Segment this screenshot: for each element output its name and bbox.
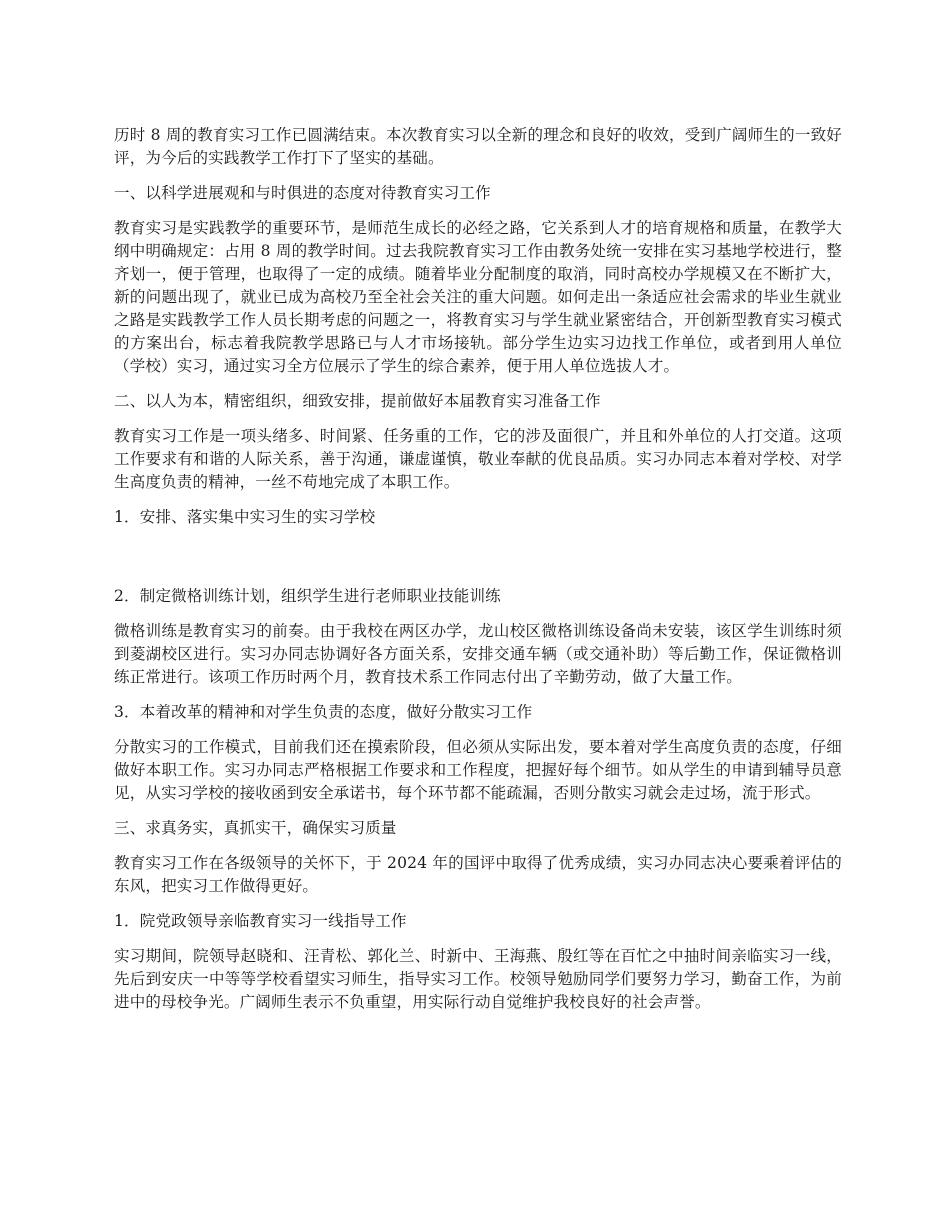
subheading-3-1: 1．院党政领导亲临教育实习一线指导工作 bbox=[114, 912, 407, 930]
subheading-2-1: 1．安排、落实集中实习生的实习学校 bbox=[114, 508, 376, 526]
section-heading-1: 一、以科学进展观和与时俱进的态度对待教育实习工作 bbox=[114, 184, 491, 202]
intro-paragraph: 历时 8 周的教育实习工作已圆满结束。本次教育实习以全新的理念和良好的收效，受到广阔师生的一致好评，为今后的实践教学工作打下了坚实的基础。 bbox=[114, 126, 842, 167]
section-3-paragraph: 教育实习工作在各级领导的关怀下，于 2024 年的国评中取得了优秀成绩，实习办同志决心要乘着评估的东风，把实习工作做得更好。 bbox=[114, 854, 842, 895]
section-1-paragraph: 教育实习是实践教学的重要环节，是师范生成长的必经之路，它关系到人才的培育规格和质量，在教学大纲中明确规定：占用 8 周的教学时间。过去我院教育实习工作由教务处统一安排在实习基地学校进行，整齐划一，便于管理，也取得了一定的成绩。随着毕业分配制度的取消，同时高校办学规模又在不断扩大，新的问题出现了，就业已成为高校乃至全社会关注的重大问题。如何走出一条适应社会需求的毕业生就业之路是实践教学工作人员长期考虑的问题之一，将教育实习与学生就业紧密结合，开创新型教育实习模式的方案出台，标志着我院教学思路已与人才市场接轨。部分学生边实习边找工作单位，或者到用人单位（学校）实习，通过实习全方位展示了学生的综合素养，便于用人单位选拔人才。 bbox=[114, 219, 842, 375]
section-heading-3: 三、求真务实，真抓实干，确保实习质量 bbox=[114, 819, 397, 837]
section-heading-2: 二、以人为本，精密组织，细致安排，提前做好本届教育实习准备工作 bbox=[114, 392, 601, 410]
blank-gap bbox=[114, 541, 842, 585]
subsection-2-2-paragraph: 微格训练是教育实习的前奏。由于我校在两区办学，龙山校区微格训练设备尚未安装，该区学生训练时须到菱湖校区进行。实习办同志协调好各方面关系，安排交通车辆（或交通补助）等后勤工作，保证微格训练正常进行。该项工作历时两个月，教育技术系工作同志付出了辛勤劳动，做了大量工作。 bbox=[114, 622, 842, 686]
subheading-2-2: 2．制定微格训练计划，组织学生进行老师职业技能训练 bbox=[114, 587, 501, 605]
document-body bbox=[114, 124, 842, 1026]
section-2-paragraph: 教育实习工作是一项头绪多、时间紧、任务重的工作，它的涉及面很广，并且和外单位的人打交道。这项工作要求有和谐的人际关系，善于沟通，谦虚谨慎，敬业奉献的优良品质。实习办同志本着对学校、对学生高度负责的精神，一丝不苟地完成了本职工作。 bbox=[114, 427, 842, 491]
subheading-2-3: 3．本着改革的精神和对学生负责的态度，做好分散实习工作 bbox=[114, 703, 533, 721]
subsection-2-3-paragraph: 分散实习的工作模式，目前我们还在摸索阶段，但必须从实际出发，要本着对学生高度负责的态度，仔细做好本职工作。实习办同志严格根据工作要求和工作程度，把握好每个细节。如从学生的申请到辅导员意见，从实习学校的接收函到安全承诺书，每个环节都不能疏漏，否则分散实习就会走过场，流于形式。 bbox=[114, 738, 842, 802]
subsection-3-1-paragraph: 实习期间，院领导赵晓和、汪青松、郭化兰、时新中、王海燕、殷红等在百忙之中抽时间亲临实习一线，先后到安庆一中等等学校看望实习师生，指导实习工作。校领导勉励同学们要努力学习，勤奋工作，为前进中的母校争光。广阔师生表示不负重望，用实际行动自觉维护我校良好的社会声誉。 bbox=[114, 947, 842, 1011]
